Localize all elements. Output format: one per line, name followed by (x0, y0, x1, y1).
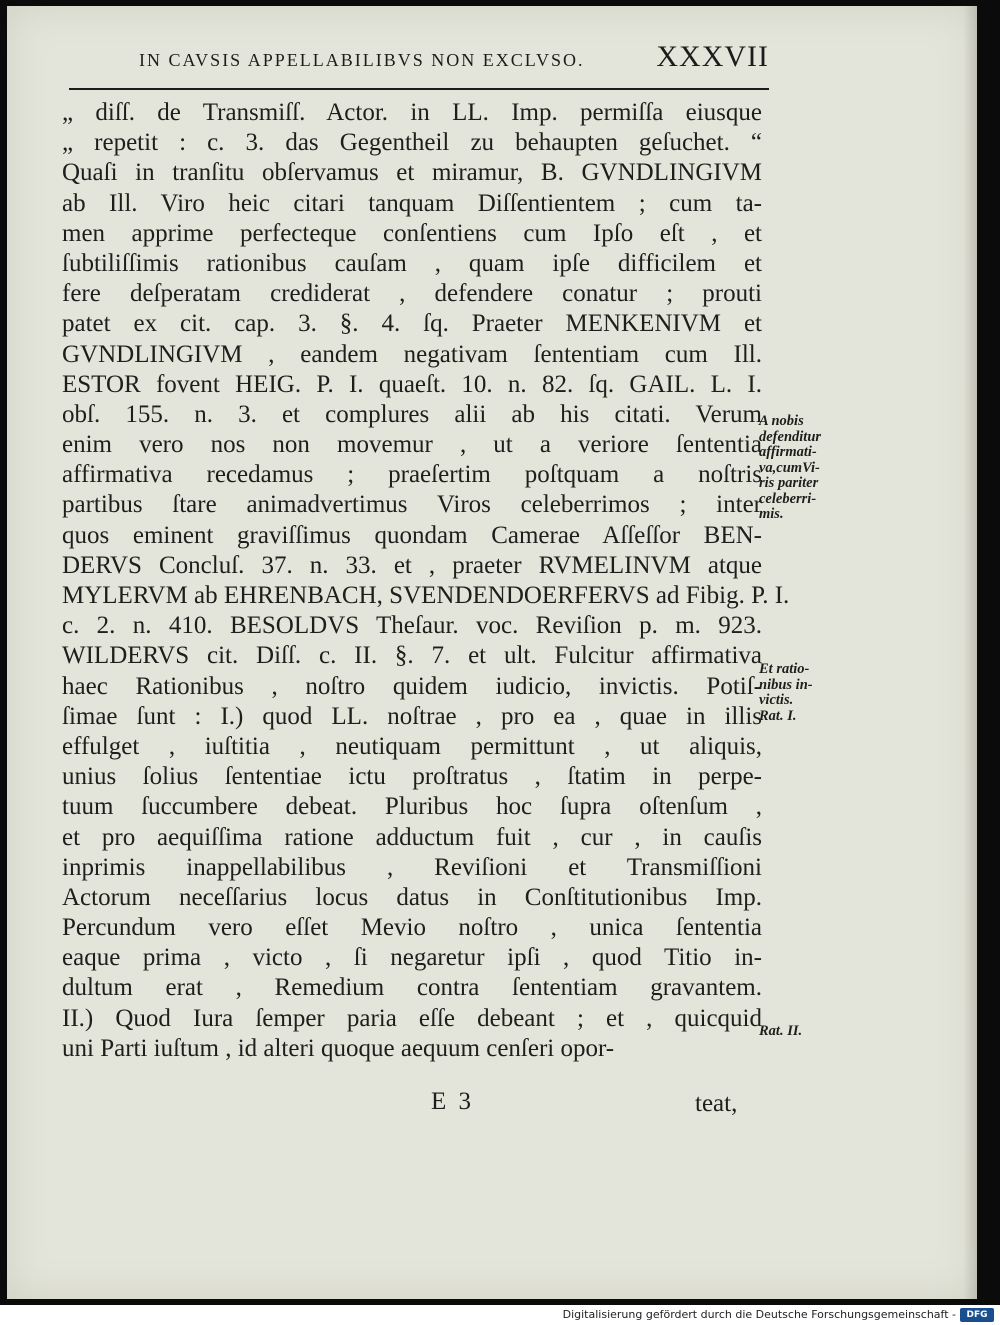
margin-note-line: Rat. II. (759, 1023, 803, 1039)
text-line: eaque prima , victo , ſi negaretur ipſi , quod Titio in- (62, 944, 762, 972)
text-line: ESTOR fovent HEIG. P. I. quaeſt. 10. n. 82. ſq. GAIL. L. I. (62, 370, 762, 398)
margin-note-line: Et ratio- (759, 661, 810, 677)
catchword: teat, (695, 1090, 738, 1117)
margin-note-rat-ii (759, 1024, 859, 1040)
margin-note-line: affirmati- (759, 444, 817, 460)
text-line: unius ſolius ſententiae ictu proſtratus , ſtatim in perpe- (62, 763, 762, 791)
page-header (69, 36, 769, 82)
text-line: ab Ill. Viro heic citari tanquam Diſſentientem ; cum ta- (62, 189, 762, 217)
text-line: partibus ſtare animadvertimus Viros celeberrimos ; inter (62, 491, 762, 519)
text-line: „ repetit : c. 3. das Gegentheil zu behaupten geſuchet. “ (62, 129, 762, 157)
text-line: obſ. 155. n. 3. et complures alii ab his citati. Verum (62, 400, 762, 428)
text-line: affirmativa recedamus ; praeſertim poſtquam a noſtris (62, 461, 762, 489)
margin-note-line: ris pariter (759, 475, 819, 491)
text-line: Percundum vero eſſet Mevio noſtro , unica ſententia (62, 914, 762, 942)
margin-note-line: va,cumVi- (759, 459, 820, 476)
text-line: Quaſi in tranſitu obſervamus et miramur, B. GVNDLINGIVM (62, 159, 762, 187)
margin-note-line: celeberri- (759, 490, 817, 507)
running-head: IN CAVSIS APPELLABILIBVS NON EXCLVSO. (139, 50, 585, 70)
text-line: Actorum neceſſarius locus datus in Conſtitutionibus Imp. (62, 883, 762, 911)
page-number: XXXVII (656, 40, 769, 73)
text-line: DERVS Concluſ. 37. n. 33. et , praeter RVMELINVM atque (62, 551, 762, 579)
margin-note-line: nibus in- (759, 676, 813, 693)
text-line: effulget , iuſtitia , neutiquam permittunt , ut aliquis, (62, 732, 762, 760)
text-line: „ diſſ. de Transmiſſ. Actor. in LL. Imp. permiſſa eiusque (62, 99, 762, 126)
text-line: ſimae ſunt : I.) quod LL. noſtrae , pro ea , quae in illis (62, 702, 762, 730)
dfg-logo: DFG (960, 1308, 994, 1322)
text-line: II.) Quod Iura ſemper paria eſſe debeant ; et , quicquid (62, 1004, 762, 1032)
funder-bar (0, 1305, 1000, 1325)
text-line: enim vero nos non movemur , ut a veriore ſententia (62, 431, 762, 459)
book-page (7, 6, 977, 1299)
text-line: ſubtiliſſimis rationibus cauſam , quam ipſe difficilem et (62, 249, 762, 277)
margin-note-line: victis. (759, 692, 794, 708)
text-line: patet ex cit. cap. 3. §. 4. ſq. Praeter MENKENIVM et (62, 310, 762, 338)
text-line: haec Rationibus , noſtro quidem iudicio, invictis. Potiſ- (62, 672, 762, 700)
signature-mark: E 3 (431, 1088, 475, 1115)
text-line: quos eminent graviſſimus quondam Camerae Aſſeſſor BEN- (62, 521, 762, 549)
funder-text: Digitalisierung gefördert durch die Deutsche Forschungsgemeinschaft - (562, 1308, 956, 1321)
margin-note-line: mis. (759, 506, 784, 522)
text-line: et pro aequiſſima ratione adductum fuit , cur , in cauſis (62, 823, 762, 851)
text-line: MYLERVM ab EHRENBACH, SVENDENDOERFERVS ad Fibig. P. I. (62, 582, 790, 609)
margin-note-line: defenditur (759, 428, 822, 445)
margin-note-line: A nobis (759, 413, 804, 429)
text-line: dultum erat , Remedium contra ſententiam gravantem. (62, 974, 762, 1002)
text-line: fere deſperatam crediderat , defendere conatur ; prouti (62, 280, 762, 308)
margin-note-et-rationibus (759, 662, 859, 724)
margin-note-line: Rat. I. (759, 707, 797, 724)
text-line: tuum ſuccumbere debeat. Pluribus hoc ſupra oſtenſum , (62, 793, 762, 821)
text-line: men apprime perfecteque conſentiens cum Ipſo eſt , et (62, 219, 762, 247)
text-line: GVNDLINGIVM , eandem negativam ſententiam cum Ill. (62, 340, 762, 368)
text-line: WILDERVS cit. Diſſ. c. II. §. 7. et ult. Fulcitur affirmativa (62, 642, 762, 670)
header-rule (69, 88, 769, 90)
text-line: c. 2. n. 410. BESOLDVS Theſaur. voc. Reviſion p. m. 923. (62, 612, 762, 640)
margin-note-a-nobis (759, 414, 859, 523)
text-line: inprimis inappellabilibus , Reviſioni et Transmiſſioni (62, 853, 762, 881)
text-line: uni Parti iuſtum , id alteri quoque aequum cenſeri opor- (62, 1034, 615, 1062)
